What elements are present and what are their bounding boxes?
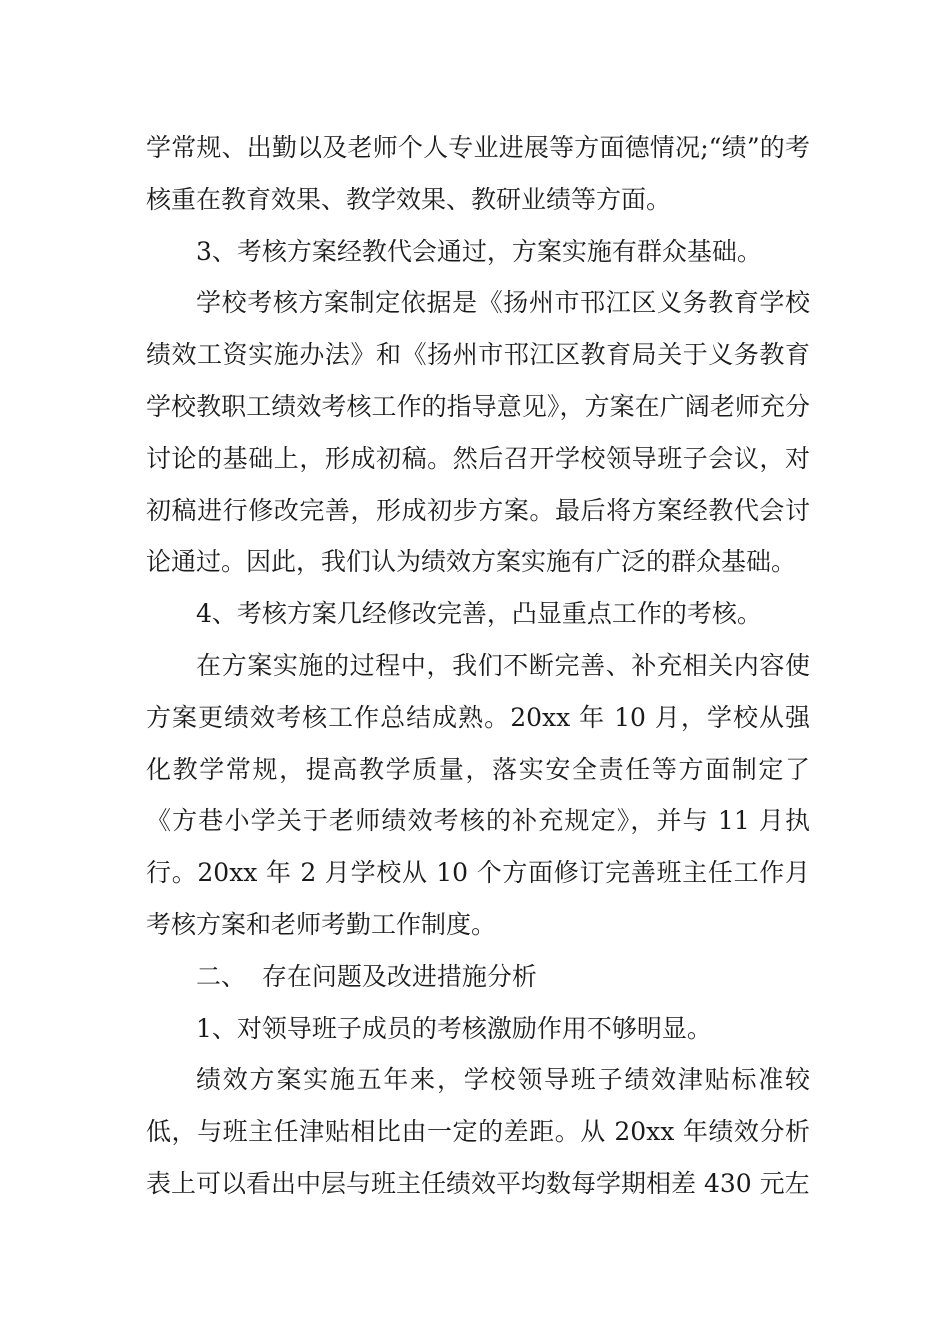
paragraph-problem-1-detail: 绩效方案实施五年来，学校领导班子绩效津贴标准较低，与班主任津贴相比由一定的差距。从 20xx 年绩效分析表上可以看出中层与班主任绩效平均数每学期相差 430 元左 xyxy=(146,1065,810,1198)
paragraph-problem-1: 1、对领导班子成员的考核激励作用不够明显。 xyxy=(196,1013,712,1043)
paragraph-basis: 学校考核方案制定依据是《扬州市邗江区义务教育学校绩效工资实施办法》和《扬州市邗江区教育局关于义务教育学校教职工绩效考核工作的指导意见》，方案在广阔老师充分讨论的基础上，形成初稿。然后召开学校领导班子会议，对初稿进行修改完善，形成初步方案。最后将方案经教代会讨论通过。因此，我们认为绩效方案实施有广泛的群众基础。 xyxy=(146,288,810,577)
paragraph-continuation: 学常规、出勤以及老师个人专业进展等方面德情况;“绩”的考核重在教育效果、教学效果、教研业绩等方面。 xyxy=(146,133,810,214)
paragraph-implementation: 在方案实施的过程中，我们不断完善、补充相关内容使方案更绩效考核工作总结成熟。20xx 年 10 月，学校从强化教学常规，提高教学质量，落实安全责任等方面制定了《方巷小学关于老师绩效考核的补充规定》，并与 11 月执行。20xx 年 2 月学校从 10 个方面修订完善班主任工作月考核方案和老师考勤工作制度。 xyxy=(146,650,810,939)
section-heading-problems: 二、 存在问题及改进措施分析 xyxy=(196,961,537,991)
document-body xyxy=(146,122,810,1210)
paragraph-point-4: 4、考核方案几经修改完善，凸显重点工作的考核。 xyxy=(196,599,762,629)
paragraph-point-3: 3、考核方案经教代会通过，方案实施有群众基础。 xyxy=(196,236,762,266)
